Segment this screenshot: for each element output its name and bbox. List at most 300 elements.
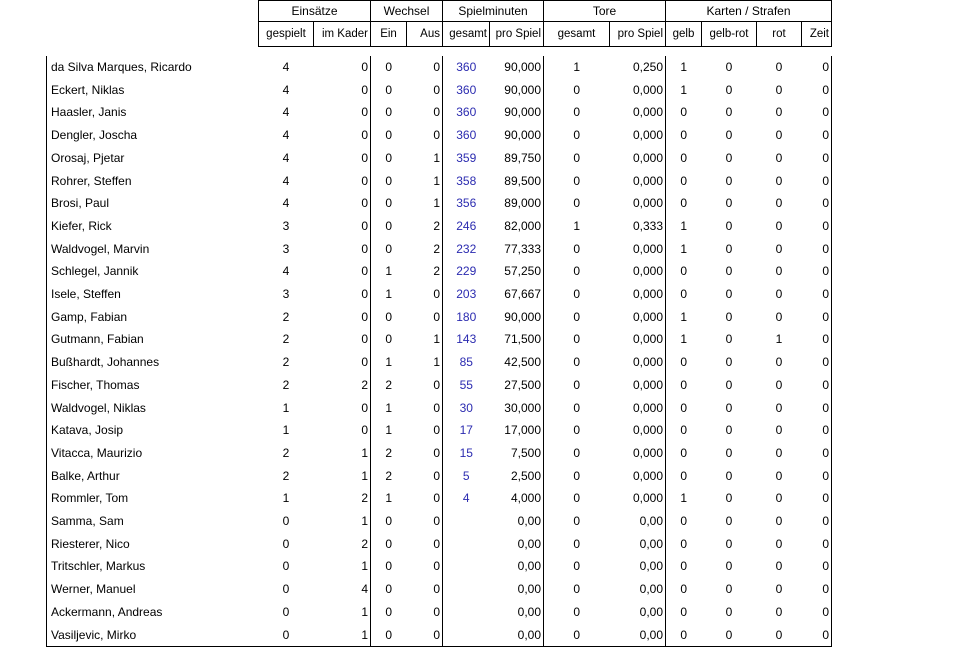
cell-im-kader: 0 (314, 192, 371, 215)
cell-minuten-gesamt (443, 533, 490, 556)
cell-ein: 1 (385, 287, 393, 302)
cell-zeit: 0 (802, 487, 832, 510)
cell-ein: 2 (385, 468, 393, 483)
cell-rot: 0 (775, 582, 783, 597)
cell-gelb: 0 (680, 468, 688, 483)
cell-player-name: Bußhardt, Johannes (47, 351, 259, 374)
cell-tore-gesamt: 0 (573, 196, 581, 211)
cell-im-kader: 0 (314, 419, 371, 442)
cell-minuten-pro-spiel: 82,000 (490, 215, 544, 238)
cell-im-kader: 0 (314, 215, 371, 238)
table-body (47, 1, 832, 647)
cell-gespielt: 4 (282, 82, 290, 97)
cell-ein: 0 (385, 218, 393, 233)
cell-player-name: Orosaj, Pjetar (47, 147, 259, 170)
cell-tore-pro-spiel: 0,000 (610, 124, 666, 147)
cell-ein: 2 (385, 377, 393, 392)
cell-gespielt: 0 (282, 604, 290, 619)
cell-tore-gesamt: 0 (573, 355, 581, 370)
cell-im-kader: 4 (314, 578, 371, 601)
cell-minuten-pro-spiel: 67,667 (490, 283, 544, 306)
cell-tore-pro-spiel: 0,000 (610, 419, 666, 442)
cell-gelb-rot: 0 (725, 423, 733, 438)
cell-minuten-gesamt: 229 (456, 264, 477, 279)
cell-tore-pro-spiel: 0,000 (610, 351, 666, 374)
cell-rot: 0 (775, 445, 783, 460)
cell-rot: 0 (775, 309, 783, 324)
table-row (47, 147, 832, 170)
cell-tore-gesamt: 0 (573, 287, 581, 302)
cell-minuten-pro-spiel: 0,00 (490, 555, 544, 578)
cell-gelb: 0 (680, 105, 688, 120)
cell-zeit: 0 (802, 578, 832, 601)
cell-aus: 1 (407, 170, 443, 193)
cell-ein: 0 (385, 309, 393, 324)
group-header-spielminuten: Spielminuten (443, 1, 544, 22)
col-header-gelb-rot: gelb-rot (702, 22, 757, 47)
cell-minuten-pro-spiel: 42,500 (490, 351, 544, 374)
cell-gespielt: 2 (282, 377, 290, 392)
cell-im-kader: 0 (314, 124, 371, 147)
cell-tore-gesamt: 0 (573, 536, 581, 551)
cell-gespielt: 1 (282, 400, 290, 415)
cell-tore-pro-spiel: 0,000 (610, 192, 666, 215)
cell-minuten-gesamt: 5 (462, 468, 470, 483)
cell-gelb-rot: 0 (725, 196, 733, 211)
cell-gelb: 0 (680, 377, 688, 392)
cell-ein: 0 (385, 196, 393, 211)
table-row (47, 555, 832, 578)
cell-minuten-pro-spiel: 90,000 (490, 56, 544, 79)
corner-cell (47, 1, 259, 22)
col-header-gelb: gelb (666, 22, 702, 47)
cell-tore-pro-spiel: 0,000 (610, 487, 666, 510)
cell-player-name: Fischer, Thomas (47, 374, 259, 397)
table-row (47, 306, 832, 329)
cell-tore-pro-spiel: 0,000 (610, 101, 666, 124)
cell-ein: 2 (385, 445, 393, 460)
cell-ein: 0 (385, 173, 393, 188)
cell-gespielt: 1 (282, 423, 290, 438)
cell-im-kader: 2 (314, 487, 371, 510)
cell-aus: 1 (407, 192, 443, 215)
cell-tore-pro-spiel: 0,333 (610, 215, 666, 238)
cell-gelb: 0 (680, 150, 688, 165)
cell-minuten-gesamt: 360 (456, 128, 477, 143)
cell-minuten-pro-spiel: 89,750 (490, 147, 544, 170)
cell-zeit: 0 (802, 397, 832, 420)
col-header-minuten-pro-spiel: pro Spiel (490, 22, 544, 47)
cell-rot: 0 (775, 173, 783, 188)
cell-minuten-pro-spiel: 89,500 (490, 170, 544, 193)
cell-gespielt: 4 (282, 128, 290, 143)
cell-tore-gesamt: 0 (573, 445, 581, 460)
cell-rot: 0 (775, 105, 783, 120)
cell-gelb: 0 (680, 445, 688, 460)
cell-aus: 1 (407, 351, 443, 374)
cell-gelb: 1 (680, 241, 688, 256)
cell-gelb-rot: 0 (725, 355, 733, 370)
table-row (47, 79, 832, 102)
cell-gelb-rot: 0 (725, 604, 733, 619)
cell-zeit: 0 (802, 419, 832, 442)
cell-im-kader: 1 (314, 465, 371, 488)
cell-player-name: Katava, Josip (47, 419, 259, 442)
col-header-tore-pro-spiel: pro Spiel (610, 22, 666, 47)
cell-tore-gesamt: 0 (573, 377, 581, 392)
cell-minuten-gesamt: 356 (456, 196, 477, 211)
table-row (47, 533, 832, 556)
cell-minuten-gesamt: 17 (459, 423, 473, 438)
cell-gelb-rot: 0 (725, 264, 733, 279)
cell-gespielt: 2 (282, 355, 290, 370)
cell-ein: 1 (385, 355, 393, 370)
cell-ein: 0 (385, 559, 393, 574)
cell-aus: 1 (407, 147, 443, 170)
cell-im-kader: 1 (314, 601, 371, 624)
table-row (47, 328, 832, 351)
cell-tore-pro-spiel: 0,00 (610, 555, 666, 578)
cell-im-kader: 1 (314, 624, 371, 647)
cell-ein: 1 (385, 423, 393, 438)
cell-player-name: Vasiljevic, Mirko (47, 624, 259, 647)
cell-ein: 0 (385, 128, 393, 143)
cell-tore-pro-spiel: 0,00 (610, 578, 666, 601)
cell-ein: 1 (385, 491, 393, 506)
cell-gespielt: 2 (282, 332, 290, 347)
cell-gelb-rot: 0 (725, 82, 733, 97)
cell-aus: 0 (407, 283, 443, 306)
cell-minuten-pro-spiel: 30,000 (490, 397, 544, 420)
cell-tore-gesamt: 0 (573, 264, 581, 279)
cell-minuten-pro-spiel: 0,00 (490, 533, 544, 556)
cell-minuten-gesamt: 143 (456, 332, 477, 347)
cell-player-name: Rommler, Tom (47, 487, 259, 510)
cell-tore-pro-spiel: 0,000 (610, 465, 666, 488)
cell-zeit: 0 (802, 192, 832, 215)
cell-gelb: 1 (680, 491, 688, 506)
cell-gelb-rot: 0 (725, 60, 733, 74)
cell-minuten-gesamt (443, 555, 490, 578)
cell-im-kader: 0 (314, 306, 371, 329)
cell-minuten-gesamt: 203 (456, 287, 477, 302)
cell-player-name: Isele, Steffen (47, 283, 259, 306)
cell-aus: 0 (407, 487, 443, 510)
cell-tore-pro-spiel: 0,000 (610, 306, 666, 329)
cell-aus: 0 (407, 374, 443, 397)
cell-ein: 0 (385, 150, 393, 165)
cell-minuten-pro-spiel: 77,333 (490, 238, 544, 261)
cell-player-name: Brosi, Paul (47, 192, 259, 215)
cell-im-kader: 0 (314, 351, 371, 374)
cell-im-kader: 0 (314, 328, 371, 351)
cell-zeit: 0 (802, 510, 832, 533)
cell-gelb-rot: 0 (725, 173, 733, 188)
cell-aus: 0 (407, 124, 443, 147)
cell-im-kader: 1 (314, 442, 371, 465)
cell-minuten-pro-spiel: 0,00 (490, 624, 544, 647)
cell-minuten-gesamt: 232 (456, 241, 477, 256)
cell-rot: 0 (775, 128, 783, 143)
cell-zeit: 0 (802, 442, 832, 465)
cell-gespielt: 3 (282, 241, 290, 256)
cell-ein: 0 (385, 241, 393, 256)
cell-tore-gesamt: 1 (573, 60, 581, 74)
cell-gelb: 0 (680, 173, 688, 188)
cell-zeit: 0 (802, 260, 832, 283)
cell-rot: 0 (775, 196, 783, 211)
cell-minuten-gesamt: 359 (456, 150, 477, 165)
table-row (47, 101, 832, 124)
cell-minuten-pro-spiel: 4,000 (490, 487, 544, 510)
cell-rot: 0 (775, 264, 783, 279)
cell-tore-gesamt: 0 (573, 173, 581, 188)
cell-player-name: Vitacca, Maurizio (47, 442, 259, 465)
group-header-row (47, 1, 832, 22)
cell-minuten-gesamt (443, 510, 490, 533)
table-row (47, 124, 832, 147)
cell-tore-gesamt: 0 (573, 468, 581, 483)
cell-rot: 0 (775, 355, 783, 370)
cell-zeit: 0 (802, 147, 832, 170)
cell-aus: 0 (407, 442, 443, 465)
cell-player-name: Gutmann, Fabian (47, 328, 259, 351)
cell-minuten-gesamt: 55 (459, 377, 473, 392)
cell-rot: 0 (775, 60, 783, 74)
cell-tore-pro-spiel: 0,000 (610, 442, 666, 465)
cell-rot: 0 (775, 218, 783, 233)
player-stats-table (46, 0, 832, 647)
cell-ein: 0 (385, 514, 393, 529)
cell-aus: 0 (407, 601, 443, 624)
table-row (47, 487, 832, 510)
cell-minuten-pro-spiel: 89,000 (490, 192, 544, 215)
cell-minuten-gesamt (443, 601, 490, 624)
cell-gespielt: 4 (282, 150, 290, 165)
cell-gespielt: 2 (282, 309, 290, 324)
cell-gelb-rot: 0 (702, 624, 757, 647)
cell-tore-pro-spiel: 0,250 (610, 56, 666, 79)
table-row (47, 465, 832, 488)
cell-im-kader: 2 (314, 533, 371, 556)
cell-player-name: Gamp, Fabian (47, 306, 259, 329)
cell-player-name: Samma, Sam (47, 510, 259, 533)
cell-ein: 0 (385, 332, 393, 347)
table-row (47, 419, 832, 442)
cell-rot: 0 (775, 536, 783, 551)
cell-player-name: Schlegel, Jannik (47, 260, 259, 283)
cell-zeit: 0 (802, 215, 832, 238)
cell-tore-gesamt: 0 (573, 150, 581, 165)
cell-zeit: 0 (802, 306, 832, 329)
cell-im-kader: 0 (314, 79, 371, 102)
cell-im-kader: 1 (314, 510, 371, 533)
cell-aus: 0 (407, 555, 443, 578)
cell-ein: 0 (385, 536, 393, 551)
group-header-karten: Karten / Strafen (666, 1, 832, 22)
cell-gelb: 0 (680, 514, 688, 529)
cell-tore-pro-spiel: 0,000 (610, 79, 666, 102)
cell-rot: 0 (775, 287, 783, 302)
cell-minuten-gesamt: 180 (456, 309, 477, 324)
cell-player-name: Tritschler, Markus (47, 555, 259, 578)
cell-gelb-rot: 0 (725, 559, 733, 574)
table-row (47, 578, 832, 601)
cell-rot: 0 (775, 150, 783, 165)
group-header-einsaetze: Einsätze (259, 1, 371, 22)
cell-im-kader: 0 (314, 147, 371, 170)
cell-gelb: 0 (680, 355, 688, 370)
cell-aus: 1 (407, 328, 443, 351)
cell-gelb: 0 (680, 582, 688, 597)
cell-aus: 0 (407, 465, 443, 488)
cell-rot: 1 (775, 332, 783, 347)
cell-gelb: 0 (680, 423, 688, 438)
cell-im-kader: 0 (314, 397, 371, 420)
col-header-im-kader: im Kader (314, 22, 371, 47)
cell-tore-gesamt: 0 (573, 604, 581, 619)
cell-gelb-rot: 0 (725, 241, 733, 256)
cell-aus: 0 (407, 56, 443, 79)
cell-aus: 0 (407, 578, 443, 601)
cell-ein: 0 (385, 60, 393, 74)
cell-gespielt: 4 (282, 196, 290, 211)
cell-tore-pro-spiel: 0,000 (610, 328, 666, 351)
cell-zeit: 0 (802, 351, 832, 374)
cell-minuten-gesamt: 4 (462, 491, 470, 506)
cell-tore-gesamt: 1 (573, 218, 581, 233)
cell-gelb: 1 (680, 332, 688, 347)
cell-tore-pro-spiel: 0,00 (610, 510, 666, 533)
cell-gespielt: 0 (282, 559, 290, 574)
cell-ein: 0 (385, 82, 393, 97)
cell-ein: 0 (385, 582, 393, 597)
cell-gelb-rot: 0 (725, 128, 733, 143)
cell-minuten-gesamt: 246 (456, 218, 477, 233)
cell-rot: 0 (775, 468, 783, 483)
cell-minuten-pro-spiel: 0,00 (490, 601, 544, 624)
cell-gelb: 1 (680, 218, 688, 233)
cell-gelb: 0 (680, 128, 688, 143)
cell-gespielt: 3 (282, 287, 290, 302)
cell-gelb-rot: 0 (725, 468, 733, 483)
cell-gelb: 0 (680, 400, 688, 415)
cell-minuten-pro-spiel: 27,500 (490, 374, 544, 397)
col-header-zeit: Zeit (802, 22, 832, 47)
group-header-tore: Tore (544, 1, 666, 22)
cell-minuten-pro-spiel: 90,000 (490, 306, 544, 329)
cell-tore-gesamt: 0 (573, 559, 581, 574)
cell-gelb-rot: 0 (725, 332, 733, 347)
cell-gelb: 1 (680, 309, 688, 324)
cell-gelb: 0 (680, 604, 688, 619)
table-row (47, 374, 832, 397)
cell-zeit: 0 (802, 124, 832, 147)
cell-aus: 0 (407, 419, 443, 442)
cell-tore-gesamt: 0 (573, 128, 581, 143)
cell-gespielt: 1 (282, 491, 290, 506)
cell-minuten-gesamt: 358 (456, 173, 477, 188)
cell-im-kader: 0 (314, 56, 371, 79)
cell-gelb-rot: 0 (725, 218, 733, 233)
cell-minuten-gesamt (443, 624, 490, 647)
cell-ein: 0 (385, 105, 393, 120)
cell-ein: 1 (385, 400, 393, 415)
cell-player-name: da Silva Marques, Ricardo (47, 56, 259, 79)
cell-gespielt: 0 (282, 536, 290, 551)
cell-tore-gesamt: 0 (573, 400, 581, 415)
cell-minuten-pro-spiel: 57,250 (490, 260, 544, 283)
cell-rot: 0 (757, 624, 802, 647)
table-row (47, 442, 832, 465)
cell-gelb: 0 (680, 559, 688, 574)
cell-tore-gesamt: 0 (573, 105, 581, 120)
cell-aus: 0 (407, 101, 443, 124)
cell-zeit: 0 (802, 601, 832, 624)
cell-player-name: Dengler, Joscha (47, 124, 259, 147)
col-header-tore-gesamt: gesamt (544, 22, 610, 47)
cell-rot: 0 (775, 423, 783, 438)
cell-tore-gesamt: 0 (573, 514, 581, 529)
cell-gelb-rot: 0 (725, 514, 733, 529)
cell-zeit: 0 (802, 374, 832, 397)
cell-aus: 0 (407, 624, 443, 647)
cell-gespielt: 2 (282, 468, 290, 483)
cell-player-name: Rohrer, Steffen (47, 170, 259, 193)
table-row (47, 601, 832, 624)
cell-player-name: Waldvogel, Niklas (47, 397, 259, 420)
cell-tore-gesamt: 0 (573, 332, 581, 347)
cell-im-kader: 1 (314, 555, 371, 578)
cell-aus: 0 (407, 397, 443, 420)
cell-gespielt: 0 (282, 582, 290, 597)
cell-gelb: 0 (680, 536, 688, 551)
cell-tore-gesamt: 0 (573, 491, 581, 506)
cell-tore-gesamt: 0 (573, 309, 581, 324)
cell-tore-pro-spiel: 0,000 (610, 283, 666, 306)
cell-player-name: Riesterer, Nico (47, 533, 259, 556)
cell-rot: 0 (775, 491, 783, 506)
cell-rot: 0 (775, 514, 783, 529)
cell-gelb-rot: 0 (725, 377, 733, 392)
cell-minuten-gesamt: 30 (459, 400, 473, 415)
table-row (47, 56, 832, 79)
cell-minuten-pro-spiel: 90,000 (490, 124, 544, 147)
cell-minuten-pro-spiel: 0,00 (490, 578, 544, 601)
table-row (47, 170, 832, 193)
cell-aus: 0 (407, 510, 443, 533)
cell-zeit: 0 (802, 170, 832, 193)
cell-minuten-pro-spiel: 17,000 (490, 419, 544, 442)
cell-tore-pro-spiel: 0,00 (610, 533, 666, 556)
table-row (47, 215, 832, 238)
cell-zeit: 0 (802, 533, 832, 556)
cell-im-kader: 0 (314, 260, 371, 283)
cell-gespielt: 4 (282, 105, 290, 120)
cell-zeit: 0 (802, 101, 832, 124)
cell-minuten-gesamt: 360 (456, 82, 477, 97)
sub-header-row (47, 22, 832, 47)
cell-im-kader: 0 (314, 170, 371, 193)
table-row (47, 192, 832, 215)
cell-gespielt: 3 (282, 218, 290, 233)
cell-minuten-pro-spiel: 71,500 (490, 328, 544, 351)
cell-zeit: 0 (802, 328, 832, 351)
cell-minuten-pro-spiel: 7,500 (490, 442, 544, 465)
cell-gelb: 0 (680, 196, 688, 211)
cell-player-name: Haasler, Janis (47, 101, 259, 124)
cell-zeit: 0 (802, 79, 832, 102)
